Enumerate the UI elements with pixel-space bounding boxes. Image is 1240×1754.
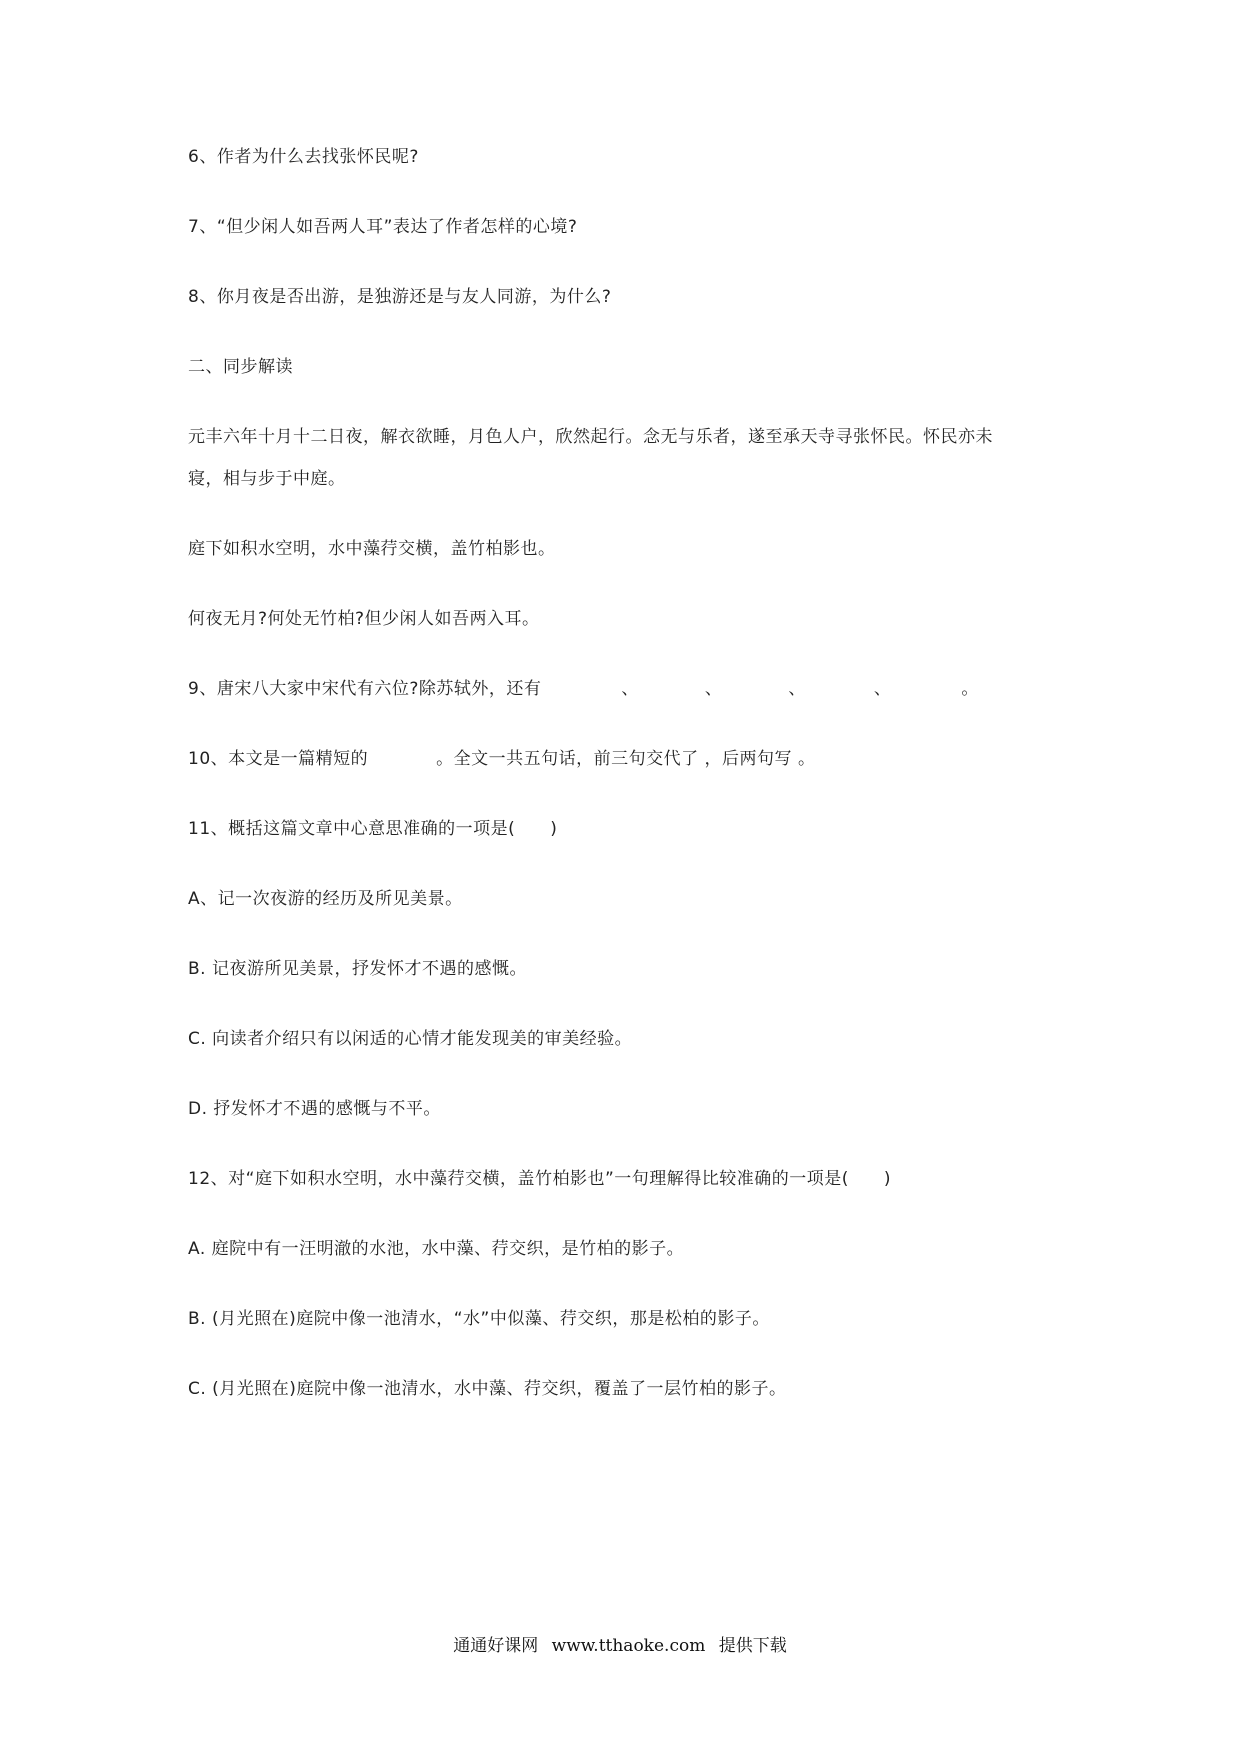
section-heading: 二、同步解读 [188,357,293,377]
question-11: 11、概括这篇文章中心意思准确的一项是( ) [188,819,558,839]
question-11-option-b: B. 记夜游所见美景，抒发怀才不遇的感慨。 [188,959,527,979]
question-8: 8、你月夜是否出游，是独游还是与友人同游，为什么? [188,287,612,307]
passage-line-4: 何夜无月?何处无竹柏?但少闲人如吾两入耳。 [188,609,540,629]
answer-blank[interactable] [368,763,436,764]
answer-blank[interactable] [722,693,788,694]
question-11-option-a: A、记一次夜游的经历及所见美景。 [188,889,463,909]
question-12: 12、对“庭下如积水空明，水中藻荇交横，盖竹柏影也”一句理解得比较准确的一项是( ) [188,1169,892,1189]
blank-separator: 、 [621,679,639,699]
passage-line-1: 元丰六年十月十二日夜，解衣欲睡，月色人户，欣然起行。念无与乐者，遂至承天寺寻张怀民。怀民亦未 [188,427,993,447]
question-6: 6、作者为什么去找张怀民呢? [188,147,419,167]
question-11-option-c: C. 向读者介绍只有以闲适的心情才能发现美的审美经验。 [188,1029,633,1049]
blank-separator: 、 [788,679,806,699]
question-9-text: 9、唐宋八大家中宋代有六位?除苏轼外，还有 [188,679,542,699]
footer-url-link[interactable]: www.tthaoke.com [551,1636,706,1656]
question-10-text-1: 10、本文是一篇精短的 [188,749,369,769]
question-12-option-a: A. 庭院中有一汪明澈的水池，水中藻、荇交织，是竹柏的影子。 [188,1239,685,1259]
blank-separator: 、 [704,679,723,699]
answer-blank[interactable] [639,693,705,694]
passage-line-3: 庭下如积水空明，水中藻荇交横，盖竹柏影也。 [188,539,556,559]
question-9 [188,677,979,701]
page-footer [0,1634,1240,1658]
question-12-option-c: C. (月光照在)庭院中像一池清水，水中藻、荇交织，覆盖了一层竹柏的影子。 [188,1379,787,1399]
answer-blank[interactable] [806,693,874,694]
question-9-end: 。 [961,679,979,699]
passage-line-2: 寝，相与步于中庭。 [188,469,346,489]
question-10 [188,747,815,771]
question-11-option-d: D. 抒发怀才不遇的感慨与不平。 [188,1099,441,1119]
answer-blank[interactable] [541,693,621,694]
question-12-option-b: B. (月光照在)庭院中像一池清水，“水”中似藻、荇交织，那是松柏的影子。 [188,1309,770,1329]
blank-separator: 、 [873,679,892,699]
footer-site-name: 通通好课网 [453,1636,539,1656]
answer-blank[interactable] [891,693,961,694]
footer-suffix: 提供下载 [718,1636,787,1656]
question-10-text-2: 。全文一共五句话，前三句交代了 ，后两句写 。 [436,749,816,769]
question-7: 7、“但少闲人如吾两人耳”表达了作者怎样的心境? [188,217,578,237]
